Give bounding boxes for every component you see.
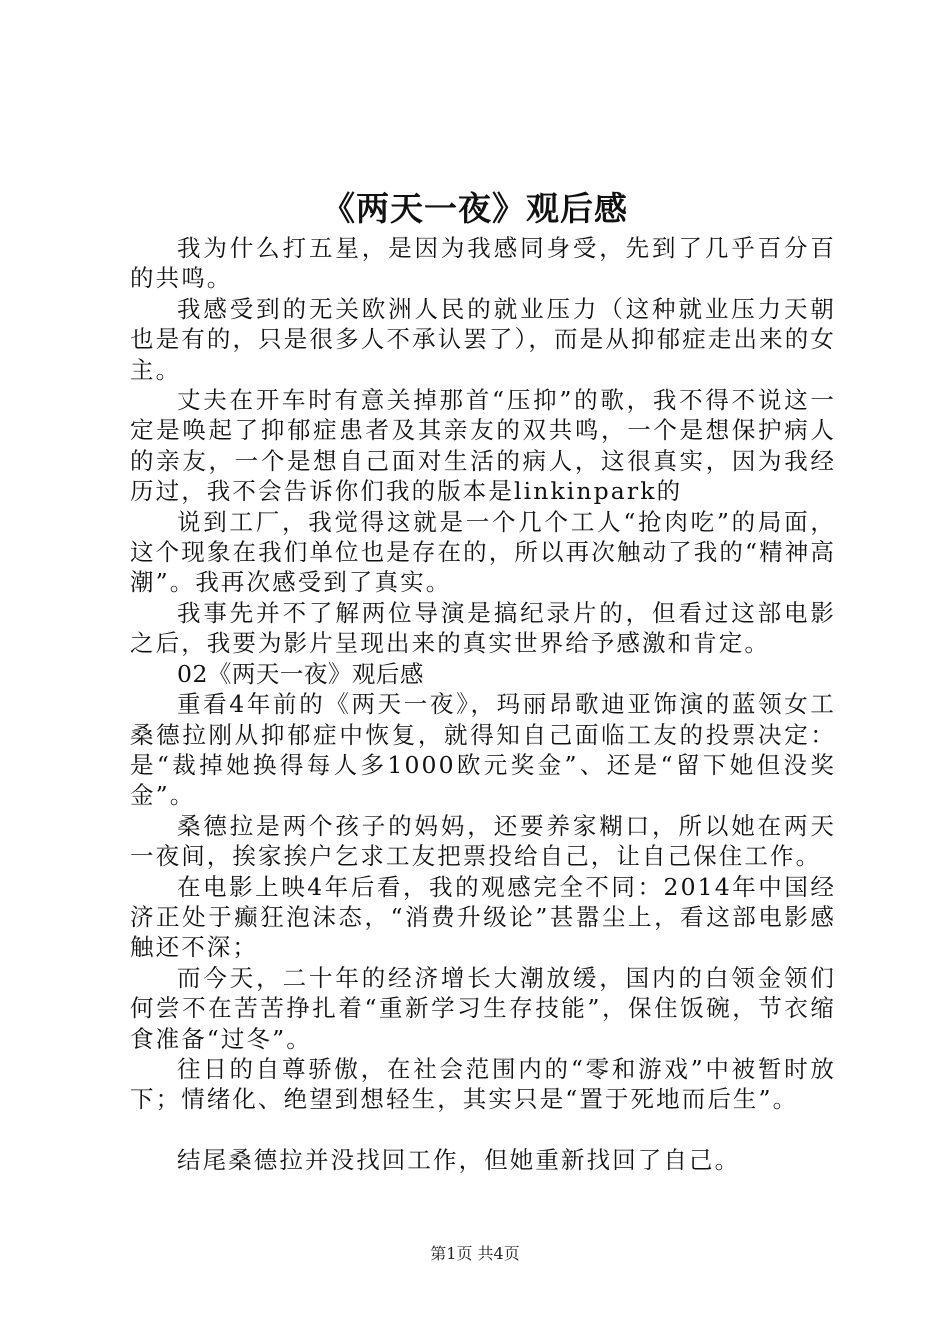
paragraph: 我感受到的无关欧洲人民的就业压力（这种就业压力天朝也是有的，只是很多人不承认罢了），而是从抑郁症走出来的女主。 <box>130 294 836 384</box>
paragraph: 而今天，二十年的经济增长大潮放缓，国内的白领金领们何尝不在苦苦挣扎着“重新学习生存技能”，保住饭碗，节衣缩食准备“过冬”。 <box>130 963 836 1053</box>
paragraph: 桑德拉是两个孩子的妈妈，还要养家糊口，所以她在两天一夜间，挨家挨户乞求工友把票投给自己，让自己保住工作。 <box>130 811 836 871</box>
paragraph: 我为什么打五星，是因为我感同身受，先到了几乎百分百的共鸣。 <box>130 234 836 293</box>
document-title: 《两天一夜》观后感 <box>322 189 628 228</box>
paragraph: 在电影上映4年后看，我的观感完全不同：2014年中国经济正处于癫狂泡沫态，“消费升级论”甚嚣尘上，看这部电影感触还不深； <box>130 872 836 962</box>
paragraph: 丈夫在开车时有意关掉那首“压抑”的歌，我不得不说这一定是唤起了抑郁症患者及其亲友的双共鸣，一个是想保护病人的亲友，一个是想自己面对生活的病人，这很真实，因为我经历过，我不会告诉你们我的版本是linkinpark的 <box>130 386 836 506</box>
paragraph: 结尾桑德拉并没找回工作，但她重新找回了自己。 <box>177 1145 741 1174</box>
paragraph: 往日的自尊骄傲，在社会范围内的“零和游戏”中被暂时放下；情绪化、绝望到想轻生，其实只是“置于死地而后生”。 <box>130 1054 836 1114</box>
page-number: 第1页 共4页 <box>430 1244 520 1263</box>
paragraph: 我事先并不了解两位导演是搞纪录片的，但看过这部电影之后，我要为影片呈现出来的真实世界给予感激和肯定。 <box>130 598 836 658</box>
section-heading: 02《两天一夜》观后感 <box>177 659 424 688</box>
document-body <box>130 233 836 1175</box>
paragraph: 重看4年前的《两天一夜》，玛丽昂歌迪亚饰演的蓝领女工桑德拉刚从抑郁症中恢复，就得知自己面临工友的投票决定：是“裁掉她换得每人多1000欧元奖金”、还是“留下她但没奖金”。 <box>130 690 836 810</box>
paragraph: 说到工厂，我觉得这就是一个几个工人“抢肉吃”的局面，这个现象在我们单位也是存在的，所以再次触动了我的“精神高潮”。我再次感受到了真实。 <box>130 507 836 597</box>
